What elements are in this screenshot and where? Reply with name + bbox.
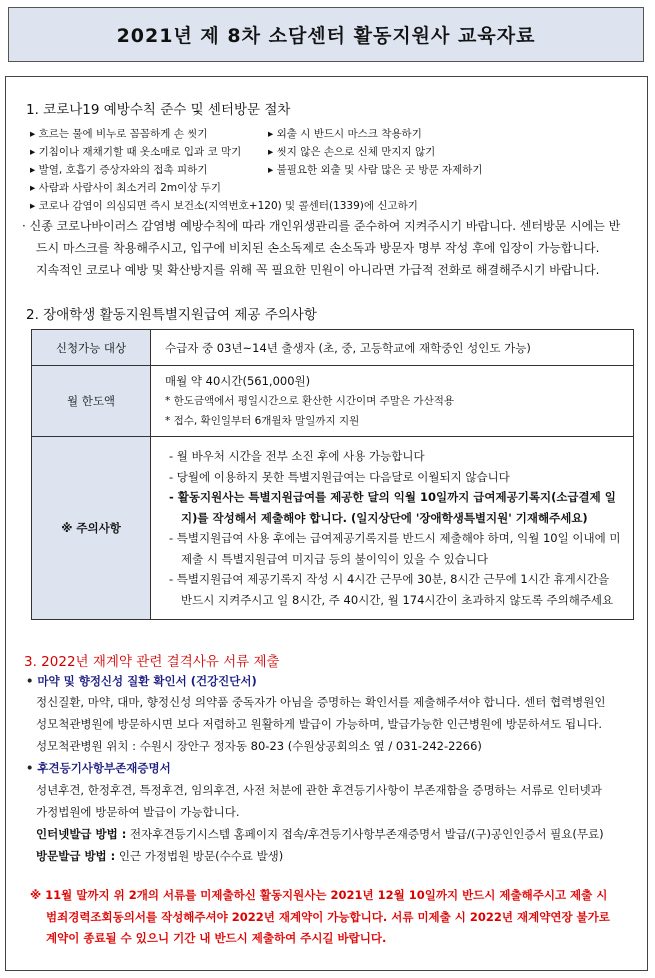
support-table: [31, 329, 634, 620]
table-row: [32, 330, 634, 366]
bullet-left-5: ▸ 코로나 감염이 의심되면 즉시 보건소(지역번호+120) 및 콜센터(1339)에 신고하기: [30, 200, 418, 212]
row-value-limit: [151, 366, 634, 437]
warning-line: 범죄경력조회동의서를 작성해주셔야 2022년 재계약이 가능합니다. 서류 미제출 시 2022년 재계약연장 불가로: [46, 909, 610, 924]
note-line-1: · 신종 코로나바이러스 감염병 예방수칙에 따라 개인위생관리를 준수하여 지켜주시기 바랍니다. 센터방문 시에는 반: [22, 219, 621, 233]
item2-line: 성년후견, 한정후견, 특정후견, 임의후견, 사전 처분에 관한 후견등기사항이 부존재함을 증명하는 서류로 인터넷과: [36, 783, 602, 797]
section1-heading: 1. 코로나19 예방수칙 준수 및 센터방문 절차: [26, 102, 291, 118]
warning-line: ※ 11월 말까지 위 2개의 서류를 미제출하신 활동지원사는 2021년 12월 10일까지 반드시 제출해주시고 제출 시: [30, 888, 608, 902]
item1-line: 성모척관병원 위치 : 수원시 장안구 정자동 80-23 (수원상공회의소 옆 / 031-242-2266): [36, 739, 482, 753]
limit-line: 매월 약 40시간(561,000원): [165, 374, 311, 388]
bullet-right-1: ▸ 외출 시 반드시 마스크 착용하기: [268, 128, 422, 140]
caution-item: - 특별지원급여 사용 후에는 급여제공기록지를 반드시 제출해야 하며, 익월 10일 이내에 미제출 시 특별지원급여 미지급 등의 불이익이 있을 수 있습니다: [169, 531, 621, 566]
bullet-left-3: ▸ 발열, 호흡기 증상자와의 접촉 피하기: [30, 164, 208, 176]
item2-line: 가정법원에 방문하여 발급이 가능합니다.: [36, 805, 240, 819]
title-box: [8, 7, 644, 62]
warning-notice: [30, 885, 634, 950]
internet-issue: 인터넷발급 방법 : 전자후견등기시스템 홈페이지 접속/후견등기사항부존재증명서 발급/(구)공인인증서 필요(무료): [36, 827, 604, 841]
note-line-3: 지속적인 코로나 예방 및 확산방지를 위해 꼭 필요한 민원이 아니라면 가급적 전화로 해결해주시기 바랍니다.: [36, 263, 600, 277]
row-value-caution: [151, 437, 634, 620]
caution-item: - 활동지원사는 특별지원급여를 제공한 달의 익월 10일까지 급여제공기록지(소급결제 일지)를 작성해서 제출해야 합니다. (일지상단에 '장애학생특별지원' 기재해주세요): [169, 490, 616, 525]
section3-heading: 3. 2022년 재계약 관련 결격사유 서류 제출: [24, 654, 280, 670]
table-row: [32, 366, 634, 437]
bullet-left-4: ▸ 사람과 사람사이 최소거리 2m이상 두기: [30, 182, 222, 194]
row-label-eligibility: 신청가능 대상: [32, 330, 151, 366]
section2-heading: 2. 장애학생 활동지원특별지원급여 제공 주의사항: [26, 307, 317, 323]
row-value-eligibility: 수급자 중 03년~14년 출생자 (초, 중, 고등학교에 재학중인 성인도 가능): [151, 330, 634, 366]
section1-note: [22, 215, 628, 281]
bullet-left-1: ▸ 흐르는 물에 비누로 꼼꼼하게 손 씻기: [30, 128, 208, 140]
caution-item: - 월 바우처 시간을 전부 소진 후에 사용 가능합니다: [169, 449, 425, 463]
caution-item: - 특별지원급여 제공기록지 작성 시 4시간 근무에 30분, 8시간 근무에 1시간 휴게시간을 반드시 지켜주시고 일 8시간, 주 40시간, 월 174시간이 초과하지 않도록 주의해주세요: [169, 572, 614, 607]
visit-issue: 방문발급 방법 : 인근 가정법원 방문(수수료 발생): [36, 849, 284, 863]
bullet-right-3: ▸ 불필요한 외출 및 사람 많은 곳 방문 자제하기: [268, 164, 483, 176]
note-line-2: 드시 마스크를 착용해주시고, 입구에 비치된 손소독제로 손소독과 방문자 명부 작성 후에 입장이 가능합니다.: [36, 241, 600, 255]
limit-line: * 접수, 확인일부터 6개월차 말일까지 지원: [165, 415, 360, 427]
bullet-right-2: ▸ 씻지 않은 손으로 신체 만지지 않기: [268, 146, 436, 158]
item2-title: • 후견등기사항부존재증명서: [26, 761, 171, 775]
item1-line: 정신질환, 마약, 대마, 향정신성 의약품 중독자가 아님을 증명하는 확인서를 제출해주셔야 합니다. 센터 협력병원인: [36, 695, 606, 709]
item1-line: 성모척관병원에 방문하시면 보다 저렴하고 원활하게 발급이 가능하며, 발급가능한 인근병원에 방문하셔도 됩니다.: [36, 717, 602, 731]
row-label-caution: ※ 주의사항: [32, 437, 151, 620]
row-label-limit: 월 한도액: [32, 366, 151, 437]
limit-line: * 한도금액에서 평일시간으로 환산한 시간이며 주말은 가산적용: [165, 395, 454, 407]
page-title: 2021년 제 8차 소담센터 활동지원사 교육자료: [116, 25, 536, 47]
warning-line: 계약이 종료될 수 있으니 기간 내 반드시 제출하여 주시길 바랍니다.: [46, 931, 387, 945]
caution-item: - 당월에 이용하지 못한 특별지원급여는 다음달로 이월되지 않습니다: [169, 469, 510, 484]
table-row: [32, 437, 634, 620]
item1-title: • 마약 및 향정신성 질환 확인서 (건강진단서): [26, 674, 257, 688]
bullet-left-2: ▸ 기침이나 재채기할 때 옷소매로 입과 코 막기: [30, 146, 242, 158]
